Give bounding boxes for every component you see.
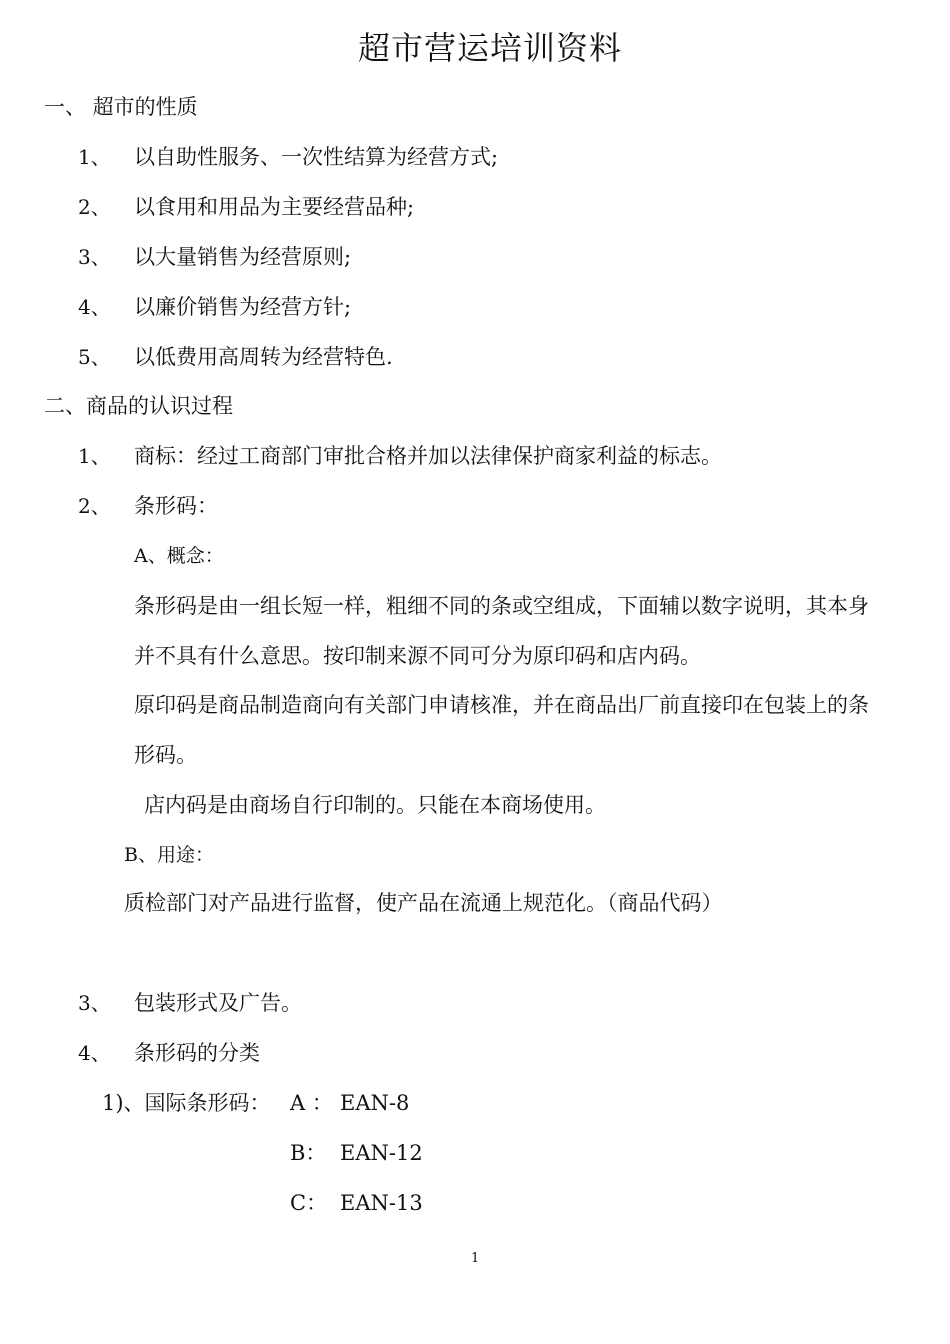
list-number: 1、 <box>78 444 111 468</box>
list-number: 3、 <box>78 991 111 1015</box>
list-number: 3、 <box>78 245 111 269</box>
concept-paragraph-line: 店内码是由商场自行印制的。只能在本商场使用。 <box>144 793 606 817</box>
list-item-text: 以低费用高周转为经营特色. <box>134 345 393 369</box>
list-item-text: 条形码： <box>134 494 218 518</box>
page-title: 超市营运培训资料 <box>358 29 623 67</box>
list-number: 2、 <box>78 494 111 518</box>
list-item-text: 条形码的分类 <box>134 1041 260 1065</box>
list-item-text: 以廉价销售为经营方针; <box>134 295 352 319</box>
barcode-type-letter: B： <box>290 1141 327 1165</box>
list-number: 4、 <box>78 295 111 319</box>
usage-label: B、用途： <box>124 844 214 866</box>
list-item-text: 商标：经过工商部门审批合格并加以法律保护商家利益的标志。 <box>134 444 722 468</box>
concept-paragraph-line: 条形码是由一组长短一样，粗细不同的条或空组成，下面辅以数字说明，其本身 <box>134 594 869 618</box>
concept-label: A、概念： <box>134 545 224 567</box>
list-item-text: 以食用和用品为主要经营品种; <box>134 195 415 219</box>
section-1-heading: 一、 超市的性质 <box>44 95 198 119</box>
barcode-type-code: EAN-13 <box>340 1191 423 1215</box>
barcode-type-code: EAN-12 <box>340 1141 423 1165</box>
concept-paragraph-line: 形码。 <box>134 743 197 767</box>
list-item-text: 包装形式及广告。 <box>134 991 302 1015</box>
barcode-type-letter: C： <box>290 1191 328 1215</box>
list-item-text: 以大量销售为经营原则; <box>134 245 352 269</box>
list-number: 1、 <box>78 145 111 169</box>
concept-paragraph-line: 原印码是商品制造商向有关部门申请核准，并在商品出厂前直接印在包装上的条 <box>134 693 869 717</box>
barcode-type-code: EAN-8 <box>340 1091 410 1115</box>
concept-paragraph-line: 并不具有什么意思。按印制来源不同可分为原印码和店内码。 <box>134 644 701 668</box>
list-number: 5、 <box>78 345 111 369</box>
section-2-heading: 二、商品的认识过程 <box>44 394 233 418</box>
barcode-type-letter: A ： <box>290 1091 333 1115</box>
international-barcode-label: 1)、国际条形码： <box>102 1091 271 1115</box>
usage-text: 质检部门对产品进行监督，使产品在流通上规范化。（商品代码） <box>124 891 723 915</box>
page-number: 1 <box>471 1251 480 1266</box>
list-item-text: 以自助性服务、一次性结算为经营方式; <box>134 145 499 169</box>
list-number: 2、 <box>78 195 111 219</box>
list-number: 4、 <box>78 1041 111 1065</box>
